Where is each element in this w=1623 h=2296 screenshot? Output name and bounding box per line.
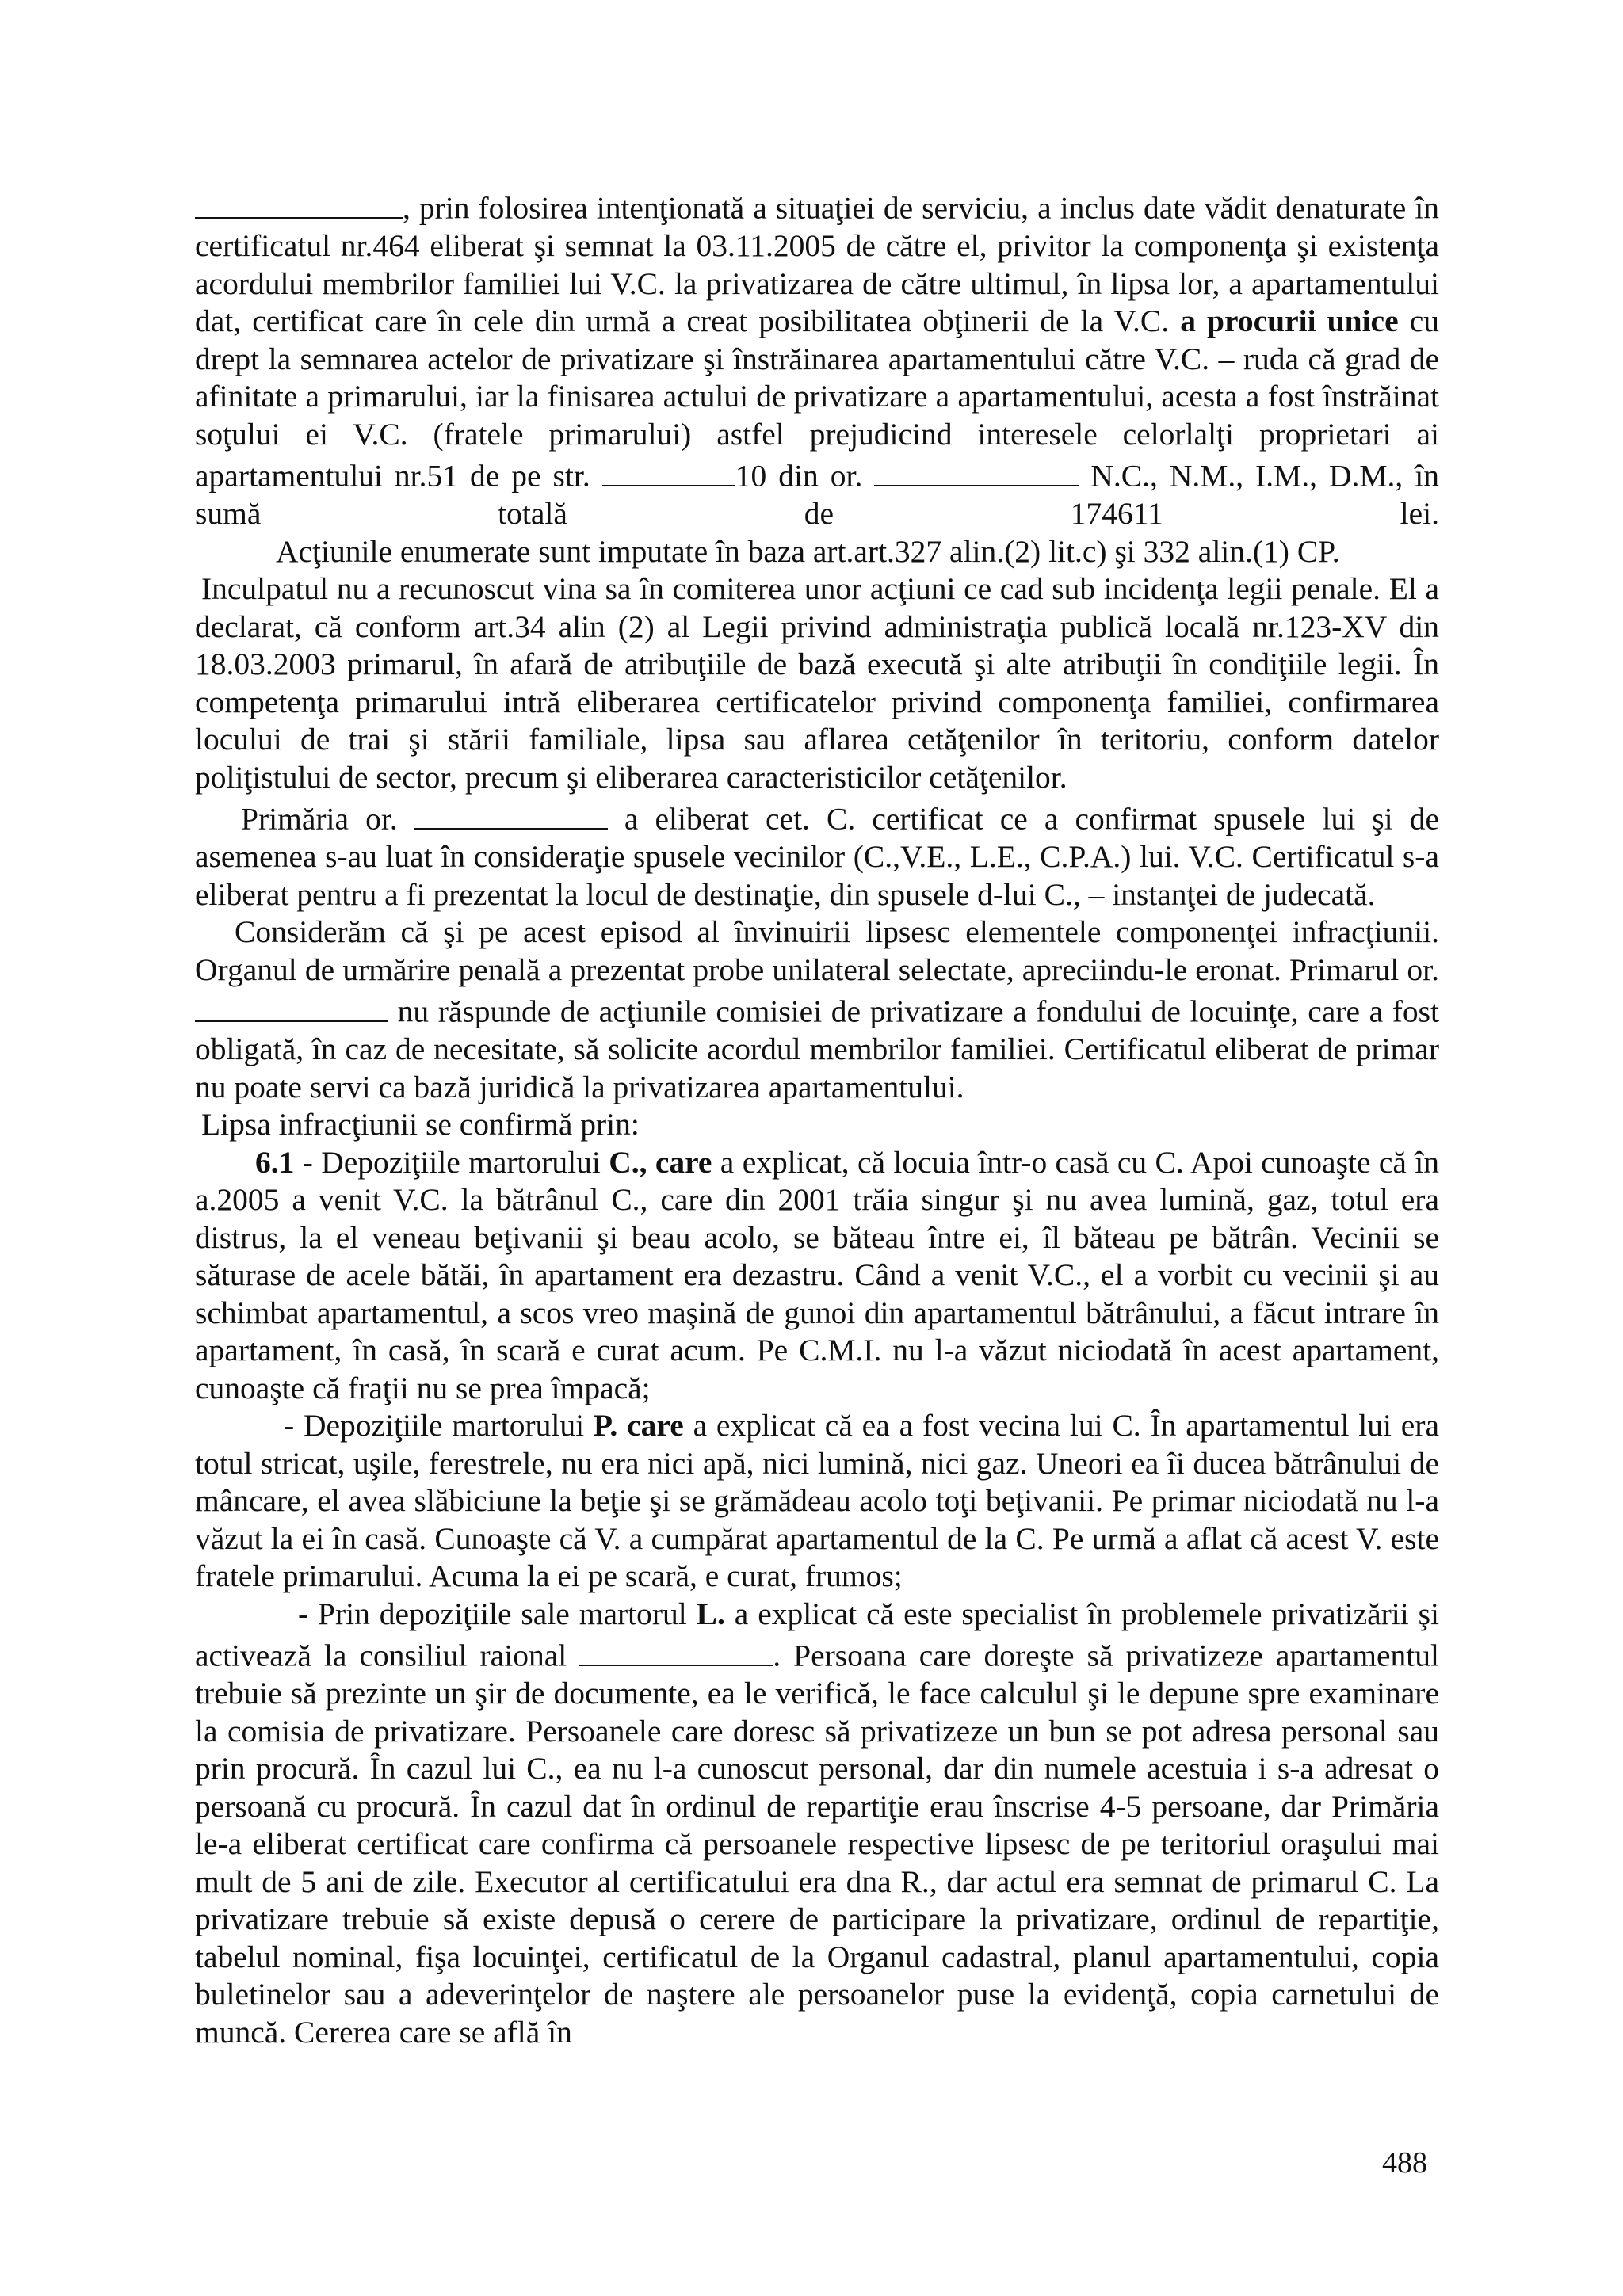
page-number: 488: [1382, 2146, 1427, 2180]
paragraph-4: Primăria or. a eliberat cet. C. certificat ce a confirmat spusele lui şi de asemenea s-au luat în consideraţie spusele vecinilor (C.,V.E., L.E., C.P.A.) lui. V.C. Certificatul s-a eliberat pentru a fi prezentat la locul de destinaţie, din spusele d-lui C., – instanţei de judecată.: [195, 796, 1439, 913]
redacted-blank: [874, 453, 1079, 486]
paragraph-2: Acţiunile enumerate sunt imputate în baza art.art.327 alin.(2) lit.c) şi 332 alin.(1) CP.: [276, 533, 1340, 569]
paragraph-7: 6.1 - Depoziţiile martorului C., care a explicat, că locuia într-o casă cu C. Apoi cunoaşte că în a.2005 a venit V.C. la bătrânul C., care din 2001 trăia singur şi nu avea lumină, gaz, totul era distrus, la el veneau beţivanii şi beau acolo, se băteau între ei, îl băteau pe bătrân. Vecinii se săturase de acele bătăi, în apartament era dezastru. Când a venit V.C., el a vorbit cu vecinii şi au schimbat apartamentul, a scos vreo maşină de gunoi din apartamentul bătrânului, a făcut intrare în apartament, în casă, în scară e curat acum. Pe C.M.I. nu l-a văzut niciodată în acest apartament, cunoaşte că fraţii nu se prea împacă;: [195, 1144, 1439, 1405]
paragraph-5: Considerăm că şi pe acest episod al învinuirii lipsesc elementele componenţei infracţiunii. Organul de urmărire penală a prezentat probe unilateral selectate, apreciindu-le eronat. Primarul or. nu răspunde de acţiunile comisiei de privatizare a fondului de locuinţe, care a fost obligată, în caz de necesitate, să solicite acordul membrilor familiei. Certificatul eliberat de primar nu poate servi ca bază juridică la privatizarea apartamentului.: [195, 914, 1439, 1104]
redacted-blank: [414, 796, 608, 830]
redacted-blank: [602, 453, 735, 486]
paragraph-3: Inculpatul nu a recunoscut vina sa în comiterea unor acţiuni ce cad sub incidenţa legii penale. El a declarat, că conform art.34 alin (2) al Legii privind administraţia publică locală nr.123-XV din 18.03.2003 primarul, în afară de atribuţiile de bază execută şi alte atribuţii în condiţiile legii. În competenţa primarului intră eliberarea certificatelor privind componenţa familiei, confirmarea locului de trai şi stării familiale, lipsa sau aflarea cetăţenilor în teritoriu, conform datelor poliţistului de sector, precum şi eliberarea caracteristicilor cetăţenilor.: [195, 571, 1439, 795]
paragraph-1: , prin folosirea intenţionată a situaţiei de serviciu, a inclus date vădit denaturate în certificatul nr.464 eliberat şi semnat la 03.11.2005 de către el, privitor la componenţa şi existenţa acordului membrilor familiei lui V.C. la privatizarea de către ultimul, în lipsa lor, a apartamentului dat, certificat care în cele din urmă a creat posibilitatea obţinerii de la V.C. a procurii unice cu drept la semnarea actelor de privatizare şi înstrăinarea apartamentului către V.C. – ruda că grad de afinitate a primarului, iar la finisarea actului de privatizare a apartamentului, acesta a fost înstrăinat soţului ei V.C. (fratele primarului) astfel prejudicind interesele celorlalţi proprietari ai apartamentului nr.51 de pe str. 10 din or. N.C., N.M., I.M., D.M., în sumă totală de 174611 lei.: [195, 185, 1439, 533]
redacted-blank: [579, 1633, 773, 1666]
document-body: [195, 185, 1439, 2051]
redacted-blank: [195, 185, 403, 219]
paragraph-6: Lipsa infracţiunii se confirmă prin:: [201, 1107, 640, 1142]
paragraph-8: - Depoziţiile martorului P. care a explicat că ea a fost vecina lui C. În apartamentul lui era totul stricat, uşile, ferestrele, nu era nici apă, nici lumină, nici gaz. Uneori ea îi ducea bătrânului de mâncare, el avea slăbiciune la beţie şi se grămădeau acolo toţi beţivanii. Pe primar niciodată nu l-a văzut la ei în casă. Cunoaşte că V. a cumpărat apartamentul de la C. Pe urmă a aflat că acest V. este fratele primarului. Acuma la ei pe scară, e curat, frumos;: [195, 1408, 1439, 1593]
redacted-blank: [195, 989, 388, 1022]
paragraph-9: - Prin depoziţiile sale martorul L. a explicat că este specialist în problemele privatizării şi activează la consiliul raional . Persoana care doreşte să privatizeze apartamentul trebuie să prezinte un şir de documente, ea le verifică, le face calculul şi le depune spre examinare la comisia de privatizare. Persoanele care doresc să privatizeze un bun se pot adresa personal sau prin procură. În cazul lui C., ea nu l-a cunoscut personal, dar din numele acestuia i s-a adresat o persoană cu procură. În cazul dat în ordinul de repartiţie erau înscrise 4-5 persoane, dar Primăria le-a eliberat certificat care confirma că persoanele respective lipsesc de pe teritoriul oraşului mai mult de 5 ani de zile. Executor al certificatului era dna R., dar actul era semnat de primarul C. La privatizare trebuie să existe depusă o cerere de participare la privatizare, ordinul de repartiţie, tabelul nominal, fişa locuinţei, certificatul de la Organul cadastral, planul apartamentului, copia buletinelor sau a adeverinţelor de naştere ale persoanelor puse la evidenţă, copia carnetului de muncă. Cererea care se află în: [195, 1596, 1440, 2050]
